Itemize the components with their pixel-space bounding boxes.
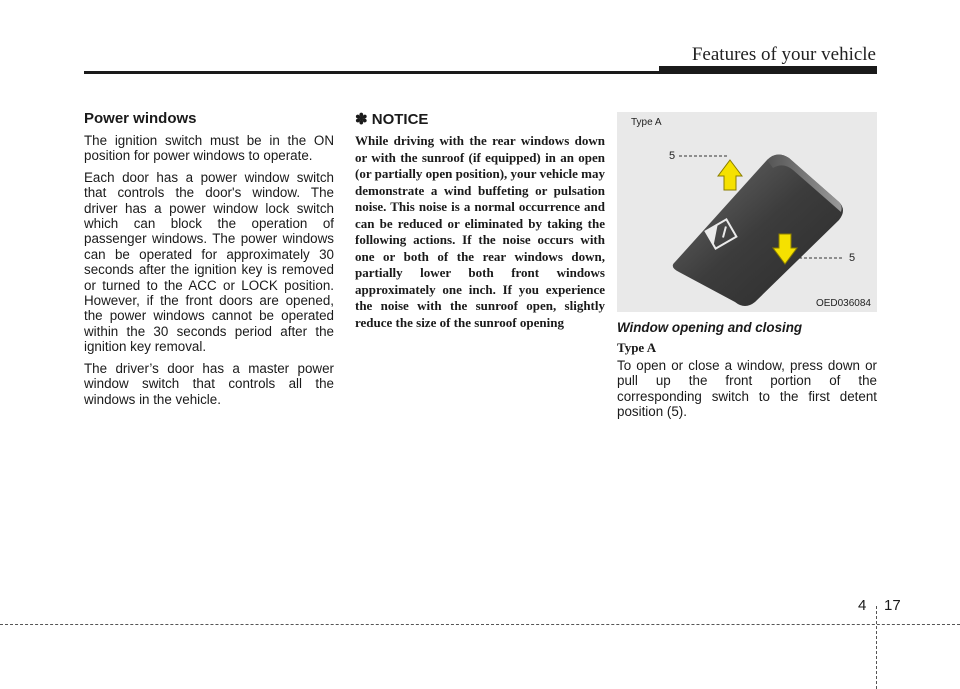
callout-down-number: 5 (849, 252, 856, 264)
power-windows-section (84, 110, 334, 413)
notice-heading-text: NOTICE (371, 111, 429, 128)
page-number: 17 (884, 597, 901, 614)
type-a-label: Type A (617, 340, 657, 355)
window-operation-section (617, 112, 877, 426)
window-switch-illustration-icon (617, 112, 877, 312)
window-opening-paragraph: To open or close a window, press down or pull up the front portion of the corresponding switch to the first detent position (5). (617, 358, 877, 420)
paragraph-2: Each door has a power window switch that controls the door's window. The driver has a power window lock switch which can block the operation of passenger windows. The power windows can be operated for approximately 30 seconds after the ignition key is removed or turned to the ACC or LOCK position. However, if the front doors are opened, the power windows cannot be operated within the 30 seconds period after the ignition key removal. (84, 169, 334, 355)
callout-up-number: 5 (669, 150, 676, 162)
header-title: Features of your vehicle (691, 44, 876, 65)
notice-section (355, 110, 605, 331)
notice-heading (355, 110, 605, 128)
chapter-number: 4 (858, 597, 867, 614)
paragraph-1: The ignition switch must be in the ON position for power windows to operate. (84, 133, 334, 164)
footer-rule (0, 624, 960, 625)
figure-code: OED036084 (815, 298, 871, 309)
notice-symbol-icon: ✽ (355, 111, 368, 128)
figure-type-label: Type A (631, 117, 662, 128)
window-switch-figure (617, 112, 877, 312)
paragraph-3: The driver’s door has a master power window switch that controls all the windows in the vehicle. (84, 360, 334, 407)
notice-body: While driving with the rear windows down or with the sunroof (if equipped) in an open (or partially open position), your vehicle may demonstrate a wind buffeting or pulsation noise. This noise is a normal occurrence and can be reduced or eliminated by taking the following actions. If the noise occurs with one or both of the rear windows down, partially lower both front windows approximately one inch. If you experience the noise with the sunroof open, slightly reduce the size of the sunroof opening (355, 133, 605, 330)
section-heading: Power windows (84, 110, 197, 127)
header-tab (659, 66, 877, 72)
window-opening-subheading: Window opening and closing (617, 320, 803, 335)
footer-divider (876, 606, 877, 689)
